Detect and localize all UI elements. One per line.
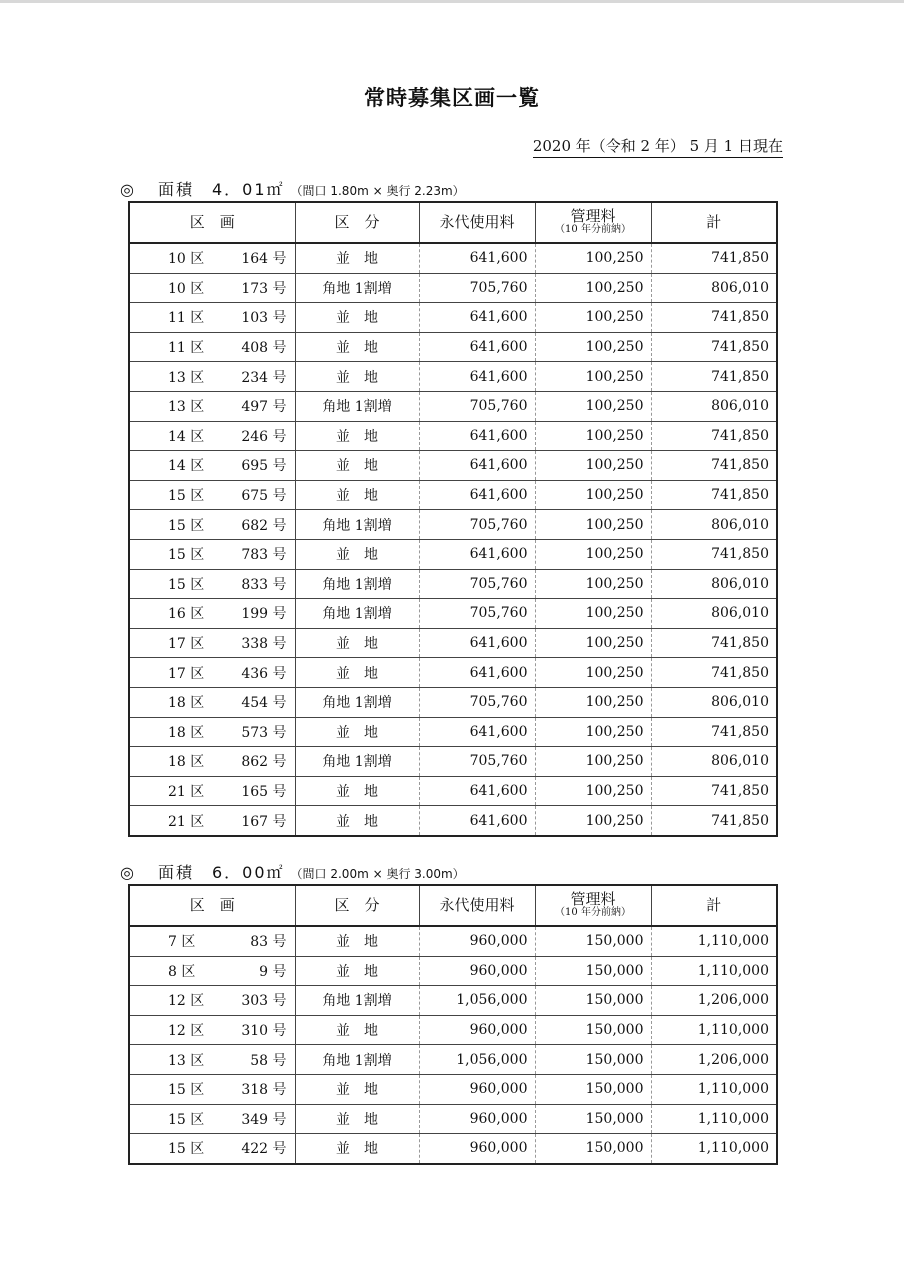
plots-table-2 <box>128 884 778 1165</box>
total-cell: 1,110,000 <box>651 1104 777 1134</box>
col-header-management-fee <box>535 885 651 926</box>
management-fee-cell: 150,000 <box>535 1134 651 1164</box>
total-cell: 806,010 <box>651 391 777 421</box>
management-fee-cell: 150,000 <box>535 1074 651 1104</box>
plot-id <box>130 633 295 653</box>
plot-number-cell <box>129 986 295 1016</box>
plot-type-cell: 並 地 <box>295 332 419 362</box>
plot-type-cell: 並 地 <box>295 1134 419 1164</box>
table-row <box>129 956 777 986</box>
total-cell: 741,850 <box>651 539 777 569</box>
plot-id <box>130 722 295 742</box>
table-row <box>129 1045 777 1075</box>
plot-type-cell: 並 地 <box>295 362 419 392</box>
plot-id <box>130 1050 295 1070</box>
col-header-management-note: （10 年分前納） <box>555 907 631 918</box>
total-cell: 806,010 <box>651 510 777 540</box>
plot-type-cell: 並 地 <box>295 243 419 273</box>
plot-type-cell: 並 地 <box>295 1015 419 1045</box>
plot-go: 246 号 <box>241 428 287 445</box>
plot-id <box>130 781 295 801</box>
plot-go: 83 号 <box>250 934 287 951</box>
plot-ku: 18 区 <box>168 724 205 741</box>
plot-type-cell: 角地 1割増 <box>295 687 419 717</box>
plot-number-cell <box>129 628 295 658</box>
plot-type-cell: 並 地 <box>295 776 419 806</box>
perpetual-fee-cell: 705,760 <box>419 391 535 421</box>
perpetual-fee-cell: 705,760 <box>419 569 535 599</box>
management-fee-cell: 100,250 <box>535 569 651 599</box>
plot-ku: 15 区 <box>168 517 205 534</box>
plot-type-cell: 並 地 <box>295 926 419 956</box>
perpetual-fee-cell: 641,600 <box>419 806 535 836</box>
table-row <box>129 986 777 1016</box>
total-cell: 741,850 <box>651 658 777 688</box>
total-cell: 741,850 <box>651 421 777 451</box>
plot-id <box>130 603 295 623</box>
total-cell: 806,010 <box>651 569 777 599</box>
plot-go: 573 号 <box>241 724 287 741</box>
plot-number-cell <box>129 806 295 836</box>
plot-id <box>130 1020 295 1040</box>
plot-type-cell: 角地 1割増 <box>295 391 419 421</box>
plot-id <box>130 931 295 951</box>
plot-id <box>130 990 295 1010</box>
col-header-type: 区 分 <box>295 885 419 926</box>
plot-go: 783 号 <box>241 547 287 564</box>
table-row <box>129 480 777 510</box>
plot-go: 167 号 <box>241 813 287 830</box>
management-fee-cell: 100,250 <box>535 243 651 273</box>
plot-go: 497 号 <box>241 399 287 416</box>
plot-ku: 11 区 <box>168 310 205 327</box>
plot-go: 675 号 <box>241 488 287 505</box>
plot-go: 310 号 <box>241 1023 287 1040</box>
plot-number-cell <box>129 599 295 629</box>
plot-ku: 15 区 <box>168 1141 205 1158</box>
plot-go: 454 号 <box>241 695 287 712</box>
total-cell: 806,010 <box>651 687 777 717</box>
plot-number-cell <box>129 362 295 392</box>
plot-number-cell <box>129 1104 295 1134</box>
management-fee-cell: 100,250 <box>535 539 651 569</box>
scan-edge-line <box>0 0 904 3</box>
table-row <box>129 926 777 956</box>
plot-number-cell <box>129 747 295 777</box>
plot-go: 408 号 <box>241 340 287 357</box>
table-row <box>129 1015 777 1045</box>
perpetual-fee-cell: 641,600 <box>419 658 535 688</box>
plot-go: 862 号 <box>241 754 287 771</box>
total-cell: 1,110,000 <box>651 1134 777 1164</box>
plot-type-cell: 並 地 <box>295 451 419 481</box>
table-row <box>129 362 777 392</box>
plot-id <box>130 485 295 505</box>
plot-id <box>130 1138 295 1158</box>
plot-id <box>130 663 295 683</box>
perpetual-fee-cell: 641,600 <box>419 539 535 569</box>
total-cell: 1,206,000 <box>651 986 777 1016</box>
total-cell: 1,110,000 <box>651 926 777 956</box>
table-row <box>129 243 777 273</box>
plot-type-cell: 並 地 <box>295 1074 419 1104</box>
table-row <box>129 599 777 629</box>
table-row <box>129 303 777 333</box>
plot-id <box>130 751 295 771</box>
table-row <box>129 806 777 836</box>
total-cell: 741,850 <box>651 628 777 658</box>
perpetual-fee-cell: 641,600 <box>419 243 535 273</box>
table-row <box>129 687 777 717</box>
management-fee-cell: 100,250 <box>535 747 651 777</box>
plot-number-cell <box>129 1045 295 1075</box>
management-fee-cell: 150,000 <box>535 926 651 956</box>
plot-go: 234 号 <box>241 369 287 386</box>
plot-type-cell: 並 地 <box>295 539 419 569</box>
section-dimensions: （間口 1.80m × 奥行 2.23m） <box>290 184 465 198</box>
plot-number-cell <box>129 510 295 540</box>
plot-id <box>130 396 295 416</box>
plot-id <box>130 961 295 981</box>
perpetual-fee-cell: 641,600 <box>419 776 535 806</box>
plot-ku: 21 区 <box>168 813 205 830</box>
table-row <box>129 658 777 688</box>
plot-number-cell <box>129 480 295 510</box>
col-header-total: 計 <box>651 202 777 243</box>
plot-ku: 15 区 <box>168 547 205 564</box>
management-fee-cell: 100,250 <box>535 451 651 481</box>
plot-id <box>130 515 295 535</box>
plot-id <box>130 544 295 564</box>
section-heading-1 <box>120 179 465 201</box>
plot-ku: 21 区 <box>168 783 205 800</box>
total-cell: 1,110,000 <box>651 956 777 986</box>
plot-go: 303 号 <box>241 993 287 1010</box>
total-cell: 1,110,000 <box>651 1074 777 1104</box>
plot-id <box>130 307 295 327</box>
total-cell: 741,850 <box>651 480 777 510</box>
management-fee-cell: 100,250 <box>535 776 651 806</box>
plot-go: 164 号 <box>241 251 287 268</box>
plot-id <box>130 1079 295 1099</box>
table-row <box>129 747 777 777</box>
plot-go: 199 号 <box>241 606 287 623</box>
perpetual-fee-cell: 960,000 <box>419 1134 535 1164</box>
table-row <box>129 717 777 747</box>
plot-id <box>130 278 295 298</box>
plot-number-cell <box>129 717 295 747</box>
section-area-label: 面積 6．00㎡ <box>158 863 285 882</box>
plot-go: 422 号 <box>241 1141 287 1158</box>
plot-ku: 10 区 <box>168 280 205 297</box>
plot-id <box>130 426 295 446</box>
plot-go: 318 号 <box>241 1082 287 1099</box>
table-row <box>129 510 777 540</box>
perpetual-fee-cell: 705,760 <box>419 273 535 303</box>
page-title: 常時募集区画一覧 <box>364 86 540 110</box>
plot-number-cell <box>129 1015 295 1045</box>
plot-ku: 10 区 <box>168 251 205 268</box>
plot-go: 173 号 <box>241 280 287 297</box>
plot-type-cell: 並 地 <box>295 956 419 986</box>
plot-type-cell: 角地 1割増 <box>295 986 419 1016</box>
col-header-management-label: 管理料 <box>570 207 616 225</box>
plot-type-cell: 並 地 <box>295 303 419 333</box>
total-cell: 1,206,000 <box>651 1045 777 1075</box>
double-circle-icon: ◎ <box>120 863 134 882</box>
table-row <box>129 539 777 569</box>
total-cell: 741,850 <box>651 451 777 481</box>
plot-go: 9 号 <box>259 963 287 980</box>
plot-number-cell <box>129 1074 295 1104</box>
perpetual-fee-cell: 960,000 <box>419 926 535 956</box>
plot-id <box>130 455 295 475</box>
perpetual-fee-cell: 641,600 <box>419 303 535 333</box>
plot-number-cell <box>129 332 295 362</box>
table-row <box>129 1134 777 1164</box>
perpetual-fee-cell: 641,600 <box>419 628 535 658</box>
col-header-management-fee <box>535 202 651 243</box>
table-row <box>129 1074 777 1104</box>
table-row <box>129 628 777 658</box>
plot-id <box>130 337 295 357</box>
plot-ku: 15 区 <box>168 488 205 505</box>
management-fee-cell: 100,250 <box>535 628 651 658</box>
plot-type-cell: 角地 1割増 <box>295 599 419 629</box>
plot-ku: 7 区 <box>168 934 196 951</box>
total-cell: 741,850 <box>651 776 777 806</box>
plot-type-cell: 並 地 <box>295 806 419 836</box>
col-header-plot: 区 画 <box>129 885 295 926</box>
management-fee-cell: 100,250 <box>535 273 651 303</box>
table-row <box>129 421 777 451</box>
total-cell: 1,110,000 <box>651 1015 777 1045</box>
plot-id <box>130 1109 295 1129</box>
table-row <box>129 273 777 303</box>
perpetual-fee-cell: 960,000 <box>419 1074 535 1104</box>
perpetual-fee-cell: 960,000 <box>419 1104 535 1134</box>
total-cell: 741,850 <box>651 332 777 362</box>
plots-table-1 <box>128 201 778 837</box>
plot-id <box>130 367 295 387</box>
plot-id <box>130 692 295 712</box>
table-row <box>129 391 777 421</box>
perpetual-fee-cell: 705,760 <box>419 510 535 540</box>
plot-ku: 12 区 <box>168 1023 205 1040</box>
plot-ku: 13 区 <box>168 369 205 386</box>
col-header-management-label: 管理料 <box>570 890 616 908</box>
management-fee-cell: 100,250 <box>535 658 651 688</box>
col-header-plot: 区 画 <box>129 202 295 243</box>
perpetual-fee-cell: 705,760 <box>419 747 535 777</box>
plot-type-cell: 並 地 <box>295 628 419 658</box>
total-cell: 806,010 <box>651 747 777 777</box>
plot-type-cell: 並 地 <box>295 717 419 747</box>
plot-type-cell: 角地 1割増 <box>295 510 419 540</box>
plot-number-cell <box>129 687 295 717</box>
total-cell: 741,850 <box>651 806 777 836</box>
perpetual-fee-cell: 960,000 <box>419 956 535 986</box>
plot-ku: 18 区 <box>168 754 205 771</box>
management-fee-cell: 100,250 <box>535 332 651 362</box>
as-of-date: 2020 年（令和 2 年） 5 月 1 日現在 <box>533 135 783 158</box>
plot-ku: 13 区 <box>168 399 205 416</box>
plot-number-cell <box>129 658 295 688</box>
plot-ku: 12 区 <box>168 993 205 1010</box>
management-fee-cell: 100,250 <box>535 391 651 421</box>
plot-ku: 11 区 <box>168 340 205 357</box>
management-fee-cell: 150,000 <box>535 1104 651 1134</box>
plot-number-cell <box>129 539 295 569</box>
plot-go: 103 号 <box>241 310 287 327</box>
col-header-perpetual-fee: 永代使用料 <box>419 202 535 243</box>
total-cell: 741,850 <box>651 717 777 747</box>
col-header-total: 計 <box>651 885 777 926</box>
perpetual-fee-cell: 641,600 <box>419 451 535 481</box>
plot-type-cell: 並 地 <box>295 658 419 688</box>
plot-id <box>130 574 295 594</box>
total-cell: 806,010 <box>651 599 777 629</box>
perpetual-fee-cell: 641,600 <box>419 332 535 362</box>
total-cell: 741,850 <box>651 303 777 333</box>
plot-type-cell: 並 地 <box>295 1104 419 1134</box>
table-row <box>129 776 777 806</box>
plot-number-cell <box>129 303 295 333</box>
plot-ku: 16 区 <box>168 606 205 623</box>
table-row <box>129 569 777 599</box>
perpetual-fee-cell: 641,600 <box>419 362 535 392</box>
management-fee-cell: 150,000 <box>535 986 651 1016</box>
plot-go: 682 号 <box>241 517 287 534</box>
plot-number-cell <box>129 1134 295 1164</box>
table-row <box>129 451 777 481</box>
plot-ku: 18 区 <box>168 695 205 712</box>
plot-number-cell <box>129 956 295 986</box>
col-header-management-note: （10 年分前納） <box>555 224 631 235</box>
total-cell: 741,850 <box>651 362 777 392</box>
plot-ku: 8 区 <box>168 963 196 980</box>
management-fee-cell: 150,000 <box>535 956 651 986</box>
col-header-type: 区 分 <box>295 202 419 243</box>
table-header-row <box>129 202 777 243</box>
plot-type-cell: 角地 1割増 <box>295 273 419 303</box>
management-fee-cell: 100,250 <box>535 717 651 747</box>
plot-type-cell: 並 地 <box>295 421 419 451</box>
perpetual-fee-cell: 705,760 <box>419 599 535 629</box>
section-heading-2 <box>120 862 465 884</box>
plot-id <box>130 811 295 831</box>
plot-go: 349 号 <box>241 1111 287 1128</box>
plot-go: 58 号 <box>250 1052 287 1069</box>
management-fee-cell: 100,250 <box>535 687 651 717</box>
perpetual-fee-cell: 1,056,000 <box>419 986 535 1016</box>
plot-go: 165 号 <box>241 783 287 800</box>
plot-go: 833 号 <box>241 576 287 593</box>
perpetual-fee-cell: 960,000 <box>419 1015 535 1045</box>
plot-number-cell <box>129 926 295 956</box>
plot-number-cell <box>129 776 295 806</box>
plot-number-cell <box>129 243 295 273</box>
table-row <box>129 1104 777 1134</box>
management-fee-cell: 150,000 <box>535 1015 651 1045</box>
plot-ku: 17 区 <box>168 636 205 653</box>
plot-number-cell <box>129 569 295 599</box>
perpetual-fee-cell: 641,600 <box>419 421 535 451</box>
plot-type-cell: 並 地 <box>295 480 419 510</box>
management-fee-cell: 100,250 <box>535 510 651 540</box>
plot-number-cell <box>129 451 295 481</box>
plot-go: 338 号 <box>241 636 287 653</box>
plot-go: 436 号 <box>241 665 287 682</box>
plot-ku: 14 区 <box>168 458 205 475</box>
management-fee-cell: 100,250 <box>535 599 651 629</box>
plot-number-cell <box>129 273 295 303</box>
table-header-row <box>129 885 777 926</box>
plot-ku: 15 区 <box>168 1082 205 1099</box>
plot-type-cell: 角地 1割増 <box>295 569 419 599</box>
plot-ku: 15 区 <box>168 1111 205 1128</box>
management-fee-cell: 100,250 <box>535 362 651 392</box>
perpetual-fee-cell: 705,760 <box>419 687 535 717</box>
plot-ku: 15 区 <box>168 576 205 593</box>
plot-type-cell: 角地 1割増 <box>295 1045 419 1075</box>
plot-ku: 17 区 <box>168 665 205 682</box>
double-circle-icon: ◎ <box>120 180 134 199</box>
management-fee-cell: 100,250 <box>535 806 651 836</box>
perpetual-fee-cell: 641,600 <box>419 717 535 747</box>
management-fee-cell: 100,250 <box>535 421 651 451</box>
plot-ku: 13 区 <box>168 1052 205 1069</box>
plot-go: 695 号 <box>241 458 287 475</box>
col-header-perpetual-fee: 永代使用料 <box>419 885 535 926</box>
table-row <box>129 332 777 362</box>
plot-number-cell <box>129 391 295 421</box>
management-fee-cell: 100,250 <box>535 480 651 510</box>
section-area-label: 面積 4．01㎡ <box>158 180 285 199</box>
perpetual-fee-cell: 1,056,000 <box>419 1045 535 1075</box>
plot-number-cell <box>129 421 295 451</box>
total-cell: 741,850 <box>651 243 777 273</box>
section-dimensions: （間口 2.00m × 奥行 3.00m） <box>290 867 465 881</box>
total-cell: 806,010 <box>651 273 777 303</box>
management-fee-cell: 150,000 <box>535 1045 651 1075</box>
plot-ku: 14 区 <box>168 428 205 445</box>
management-fee-cell: 100,250 <box>535 303 651 333</box>
plot-type-cell: 角地 1割増 <box>295 747 419 777</box>
plot-id <box>130 248 295 268</box>
perpetual-fee-cell: 641,600 <box>419 480 535 510</box>
